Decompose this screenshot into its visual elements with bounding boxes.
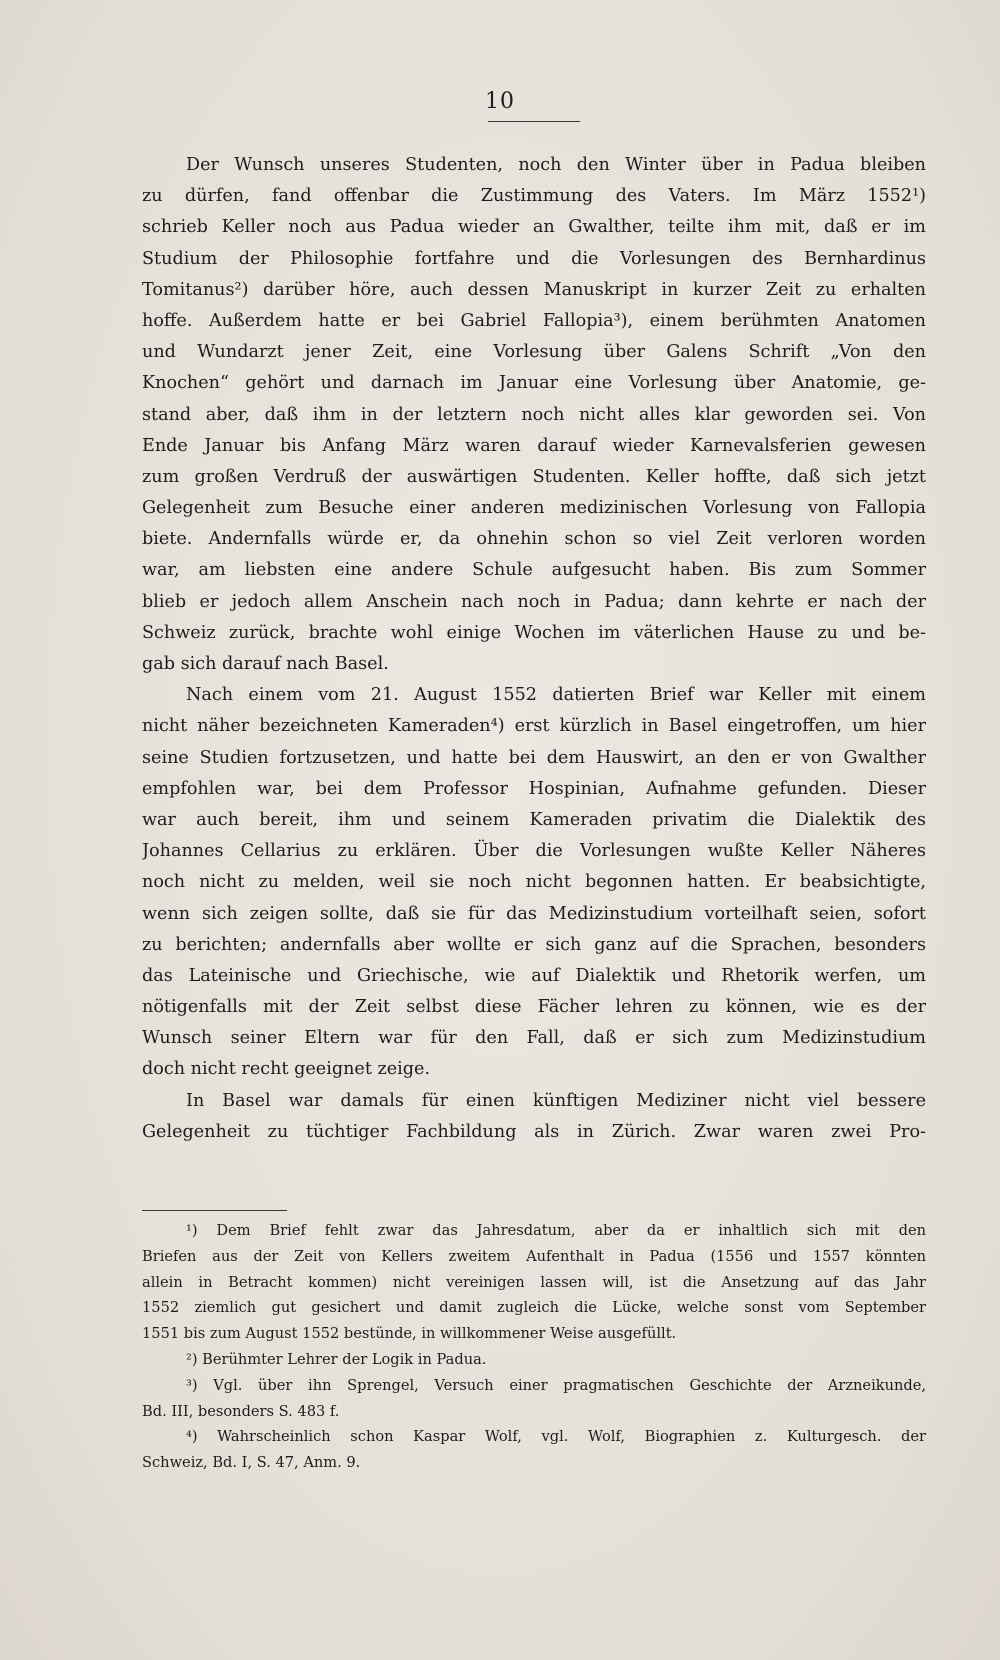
- text-line: war, am liebsten eine andere Schule aufgesucht haben. Bis zum Sommer: [142, 560, 926, 581]
- text-line: schrieb Keller noch aus Padua wieder an Gwalther, teilte ihm mit, daß er im: [142, 217, 926, 238]
- text-line: wenn sich zeigen sollte, daß sie für das Medizinstudium vorteilhaft seien, sofort: [142, 903, 926, 924]
- text-line: Studium der Philosophie fortfahre und die Vorlesungen des Bernhardinus: [142, 248, 926, 269]
- footnote-line: ⁴) Wahrscheinlich schon Kaspar Wolf, vgl. Wolf, Biographien z. Kulturgesch. der: [186, 1428, 926, 1446]
- footnote-line: Briefen aus der Zeit von Kellers zweitem Aufenthalt in Padua (1556 und 1557 könnten: [142, 1247, 926, 1265]
- text-line: doch nicht recht geeignet zeige.: [142, 1059, 431, 1080]
- text-line: blieb er jedoch allem Anschein nach noch in Padua; dann kehrte er nach der: [142, 591, 926, 612]
- footnote-line: Schweiz, Bd. I, S. 47, Anm. 9.: [142, 1454, 361, 1472]
- footnote-line: ³) Vgl. über ihn Sprengel, Versuch einer pragmatischen Geschichte der Arzneikunde,: [186, 1376, 926, 1394]
- text-line: Wunsch seiner Eltern war für den Fall, daß er sich zum Medizinstudium: [142, 1028, 926, 1049]
- footnote-rule: [142, 1210, 287, 1211]
- text-line: biete. Andernfalls würde er, da ohnehin schon so viel Zeit verloren worden: [142, 529, 926, 550]
- footnote-line: ²) Berühmter Lehrer der Logik in Padua.: [186, 1350, 487, 1368]
- text-line: empfohlen war, bei dem Professor Hospinian, Aufnahme gefunden. Dieser: [142, 778, 926, 799]
- main-text: [142, 150, 926, 1148]
- text-line: Knochen“ gehört und darnach im Januar eine Vorlesung über Anatomie, ge-: [142, 373, 926, 394]
- text-line: Der Wunsch unseres Studenten, noch den Winter über in Padua bleiben: [186, 155, 926, 175]
- text-line: zum großen Verdruß der auswärtigen Studenten. Keller hoffte, daß sich jetzt: [142, 466, 926, 487]
- footnote-line: Bd. III, besonders S. 483 f.: [142, 1402, 340, 1420]
- footnote-line: 1552 ziemlich gut gesichert und damit zugleich die Lücke, welche sonst vom September: [142, 1299, 926, 1317]
- footnote-2: [142, 1347, 926, 1373]
- text-line: stand aber, daß ihm in der letztern noch nicht alles klar geworden sei. Von: [142, 404, 926, 425]
- page-number: 10: [485, 89, 515, 114]
- text-line: gab sich darauf nach Basel.: [142, 654, 389, 674]
- paragraph: [142, 1086, 926, 1148]
- text-line: Johannes Cellarius zu erklären. Über die Vorlesungen wußte Keller Näheres: [142, 841, 926, 862]
- footnote-1: [142, 1218, 926, 1347]
- text-line: zu berichten; andernfalls aber wollte er sich ganz auf die Sprachen, besonders: [142, 934, 926, 955]
- text-line: hoffe. Außerdem hatte er bei Gabriel Fallopia³), einem berühmten Anatomen: [142, 310, 926, 331]
- footnote-3: [142, 1373, 926, 1425]
- footnote-line: ¹) Dem Brief fehlt zwar das Jahresdatum, aber da er inhaltlich sich mit den: [186, 1222, 926, 1239]
- text-line: Gelegenheit zum Besuche einer anderen medizinischen Vorlesung von Fallopia: [142, 498, 926, 519]
- text-line: das Lateinische und Griechische, wie auf Dialektik und Rhetorik werfen, um: [142, 965, 926, 986]
- text-line: Schweiz zurück, brachte wohl einige Wochen im väterlichen Hause zu und be-: [142, 622, 926, 643]
- text-line: nötigenfalls mit der Zeit selbst diese Fächer lehren zu können, wie es der: [142, 997, 926, 1018]
- footnotes: [142, 1218, 926, 1476]
- text-line: noch nicht zu melden, weil sie noch nicht begonnen hatten. Er beabsichtigte,: [142, 872, 926, 893]
- footnote-4: [142, 1424, 926, 1476]
- text-line: In Basel war damals für einen künftigen Mediziner nicht viel bessere: [186, 1090, 926, 1111]
- text-line: seine Studien fortzusetzen, und hatte bei dem Hauswirt, an den er von Gwalther: [142, 747, 926, 768]
- footnote-line: allein in Betracht kommen) nicht vereinigen lassen will, ist die Ansetzung auf das Jahr: [142, 1273, 926, 1291]
- text-line: Tomitanus²) darüber höre, auch dessen Manuskript in kurzer Zeit zu erhalten: [142, 279, 926, 300]
- text-line: Gelegenheit zu tüchtiger Fachbildung als in Zürich. Zwar waren zwei Pro-: [142, 1121, 926, 1142]
- text-line: nicht näher bezeichneten Kameraden⁴) erst kürzlich in Basel eingetroffen, um hier: [142, 716, 926, 737]
- text-line: und Wundarzt jener Zeit, eine Vorlesung über Galens Schrift „Von den: [142, 342, 926, 363]
- text-line: war auch bereit, ihm und seinem Kameraden privatim die Dialektik des: [142, 809, 926, 830]
- text-line: Ende Januar bis Anfang März waren darauf wieder Karnevalsferien gewesen: [142, 435, 926, 456]
- header-rule: [488, 121, 580, 122]
- text-line: Nach einem vom 21. August 1552 datierten Brief war Keller mit einem: [186, 685, 926, 706]
- text-line: zu dürfen, fand offenbar die Zustimmung des Vaters. Im März 1552¹): [142, 186, 926, 207]
- paragraph: [142, 150, 926, 680]
- footnote-line: 1551 bis zum August 1552 bestünde, in willkommener Weise ausgefüllt.: [142, 1325, 677, 1343]
- paragraph: [142, 680, 926, 1085]
